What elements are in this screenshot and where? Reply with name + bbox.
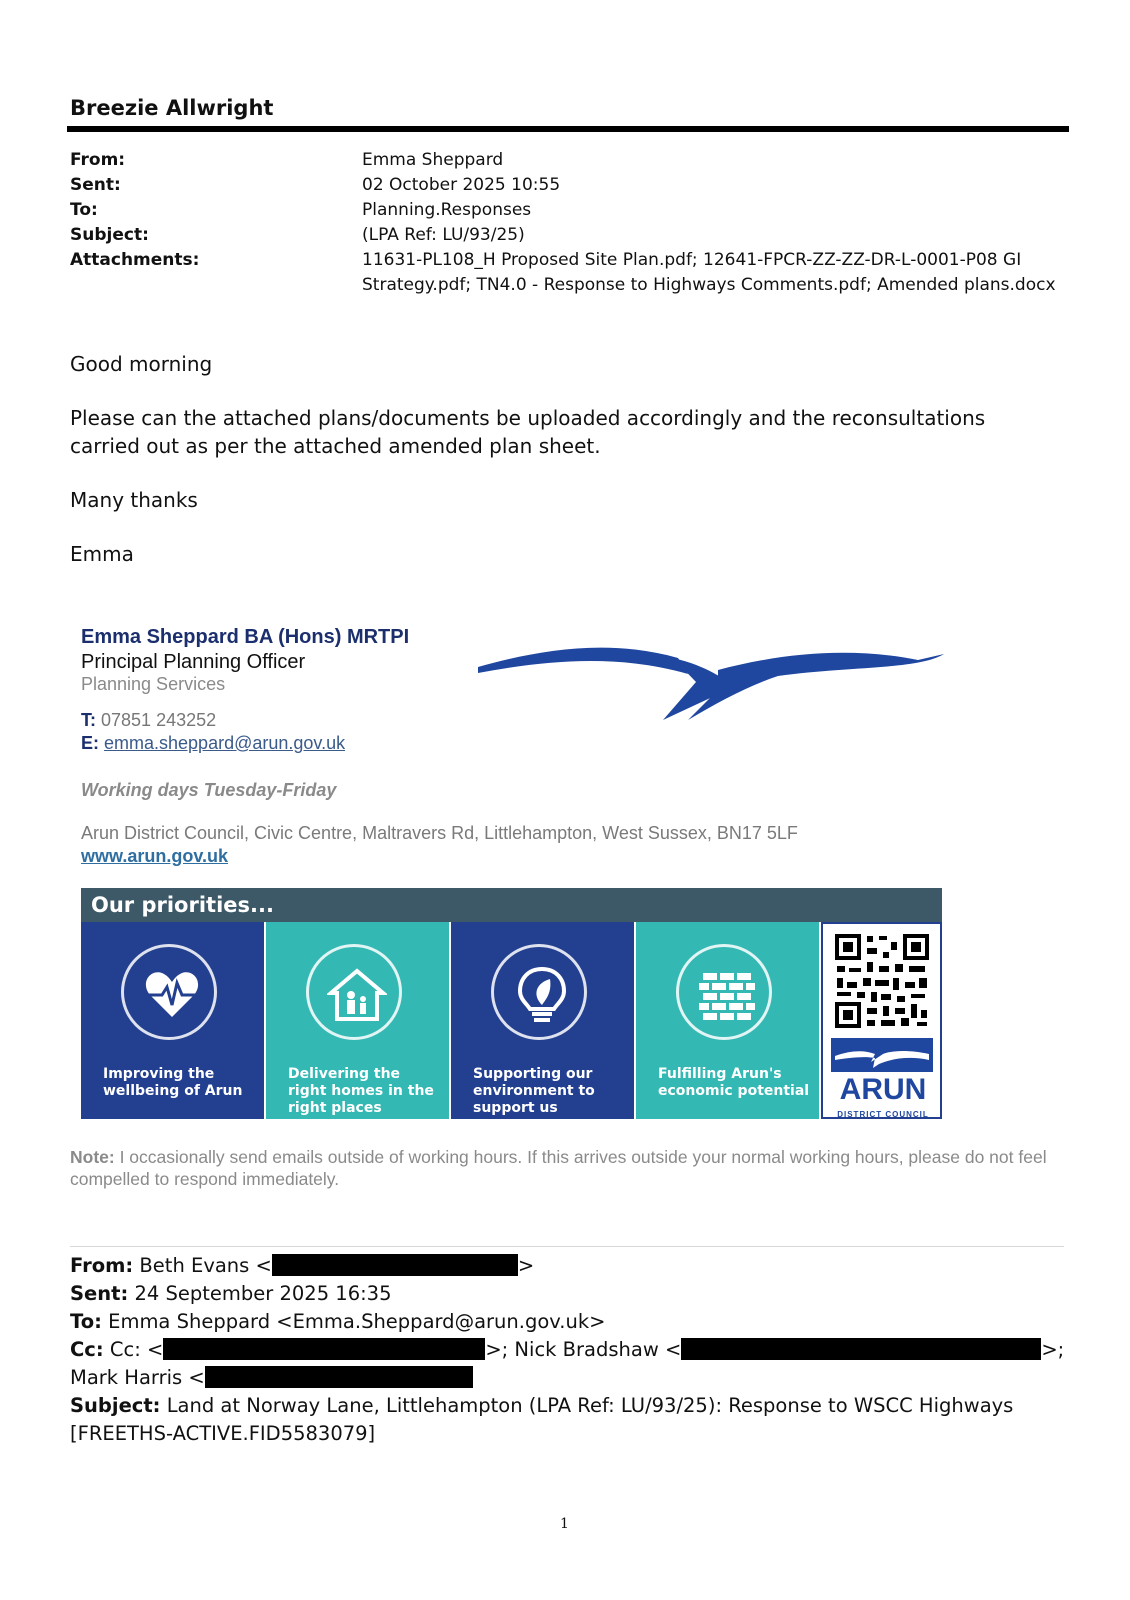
fwd-from-label: From: [70, 1254, 134, 1277]
page-number: 1 [560, 1516, 569, 1532]
tile-wellbeing-label: Improving the wellbeing of Arun [103, 1066, 243, 1099]
seagull-logo-icon [478, 640, 944, 740]
header-rule [67, 126, 1069, 132]
tile-economy [636, 922, 819, 1119]
tile-wellbeing [81, 922, 264, 1119]
to-value: Planning.Responses [362, 200, 532, 220]
signature-title: Principal Planning Officer [81, 651, 306, 673]
heart-icon [121, 944, 217, 1040]
body-paragraph: Please can the attached plans/documents be uploaded accordingly and the reconsultations carried out as per the attached amended plan sheet. [70, 406, 986, 458]
fwd-subject-label: Subject: [70, 1394, 161, 1417]
tile-economy-label: Fulfilling Arun's economic potential [658, 1066, 810, 1099]
lightbulb-leaf-icon [491, 944, 587, 1040]
forwarded-sent [70, 1280, 1070, 1308]
fwd-to-label: To: [70, 1310, 102, 1333]
forwarded-from [70, 1252, 1070, 1280]
tile-environment-label: Supporting our environment to support us [473, 1066, 595, 1116]
subject-value: (LPA Ref: LU/93/25) [362, 225, 525, 245]
website-link[interactable]: www.arun.gov.uk [81, 846, 229, 866]
email-label: E: [81, 733, 99, 753]
phone-label: T: [81, 710, 96, 730]
greeting: Good morning [70, 352, 213, 376]
attachments-label: Attachments: [70, 250, 200, 270]
forward-separator [70, 1246, 1064, 1247]
sender-name: Emma [70, 542, 134, 566]
redaction-block [163, 1338, 485, 1360]
redaction-block [681, 1338, 1041, 1360]
to-label: To: [70, 200, 98, 220]
fwd-subject-value: Land at Norway Lane, Littlehampton (LPA Ref: LU/93/25): Response to WSCC Highways [FREETHS-ACTIVE.FID5583079] [70, 1394, 1014, 1445]
redaction-block [272, 1254, 518, 1276]
sign-off: Many thanks [70, 488, 198, 512]
fwd-cc-line2: Mark Harris < [70, 1366, 205, 1389]
fwd-cc-tail: >; [1041, 1338, 1065, 1361]
council-address: Arun District Council, Civic Centre, Maltravers Rd, Littlehampton, West Sussex, BN17 5LF [81, 823, 798, 843]
sent-value: 02 October 2025 10:55 [362, 175, 561, 195]
fwd-to-value: Emma Sheppard <Emma.Sheppard@arun.gov.uk> [108, 1310, 606, 1333]
arun-logo-subtitle: DISTRICT COUNCIL [837, 1110, 929, 1119]
fwd-cc-label: Cc: [70, 1338, 104, 1361]
fwd-from-value: Beth Evans < [139, 1254, 272, 1277]
home-family-icon [306, 944, 402, 1040]
subject-label: Subject: [70, 225, 149, 245]
note-label: Note: [70, 1147, 115, 1167]
fwd-cc-mid: >; Nick Bradshaw < [485, 1338, 682, 1361]
banner-heading: Our priorities... [81, 888, 942, 922]
from-label: From: [70, 150, 126, 170]
forwarded-to [70, 1308, 1070, 1336]
email-link[interactable]: emma.sheppard@arun.gov.uk [104, 733, 346, 753]
brick-wall-icon [676, 944, 772, 1040]
working-hours-note [70, 1146, 1060, 1190]
tile-environment [451, 922, 634, 1119]
attachments-line-2[interactable]: Strategy.pdf; TN4.0 - Response to Highways Comments.pdf; Amended plans.docx [362, 275, 1056, 295]
mailbox-owner: Breezie Allwright [70, 96, 274, 120]
phone-number: 07851 243252 [101, 710, 217, 730]
fwd-sent-label: Sent: [70, 1282, 129, 1305]
note-text: I occasionally send emails outside of working hours. If this arrives outside your normal working hours, please do not feel compelled to respond immediately. [70, 1147, 1047, 1189]
redaction-block [205, 1366, 473, 1388]
forwarded-subject [70, 1392, 1070, 1448]
arun-logo-icon [831, 1038, 933, 1072]
attachments-line-1[interactable]: 11631-PL108_H Proposed Site Plan.pdf; 12641-FPCR-ZZ-ZZ-DR-L-0001-P08 GI [362, 250, 1022, 270]
forwarded-cc-line-2 [70, 1364, 1070, 1392]
fwd-cc-prefix: Cc: < [109, 1338, 164, 1361]
from-value: Emma Sheppard [362, 150, 504, 170]
signature-email [81, 733, 345, 754]
working-days: Working days Tuesday-Friday [81, 780, 337, 800]
qr-code-icon[interactable] [833, 932, 931, 1030]
sent-label: Sent: [70, 175, 121, 195]
signature-department: Planning Services [81, 674, 226, 694]
signature-name: Emma Sheppard BA (Hons) MRTPI [81, 626, 410, 648]
fwd-from-close: > [517, 1254, 535, 1277]
forwarded-cc [70, 1336, 1070, 1364]
priorities-banner [81, 888, 942, 1119]
fwd-sent-value: 24 September 2025 16:35 [134, 1282, 392, 1305]
signature-phone [81, 710, 216, 731]
tile-qr-logo [821, 922, 942, 1119]
tile-homes [266, 922, 449, 1119]
arun-logo-word: ARUN [839, 1073, 927, 1106]
tile-homes-label: Delivering the right homes in the right places [288, 1066, 434, 1116]
